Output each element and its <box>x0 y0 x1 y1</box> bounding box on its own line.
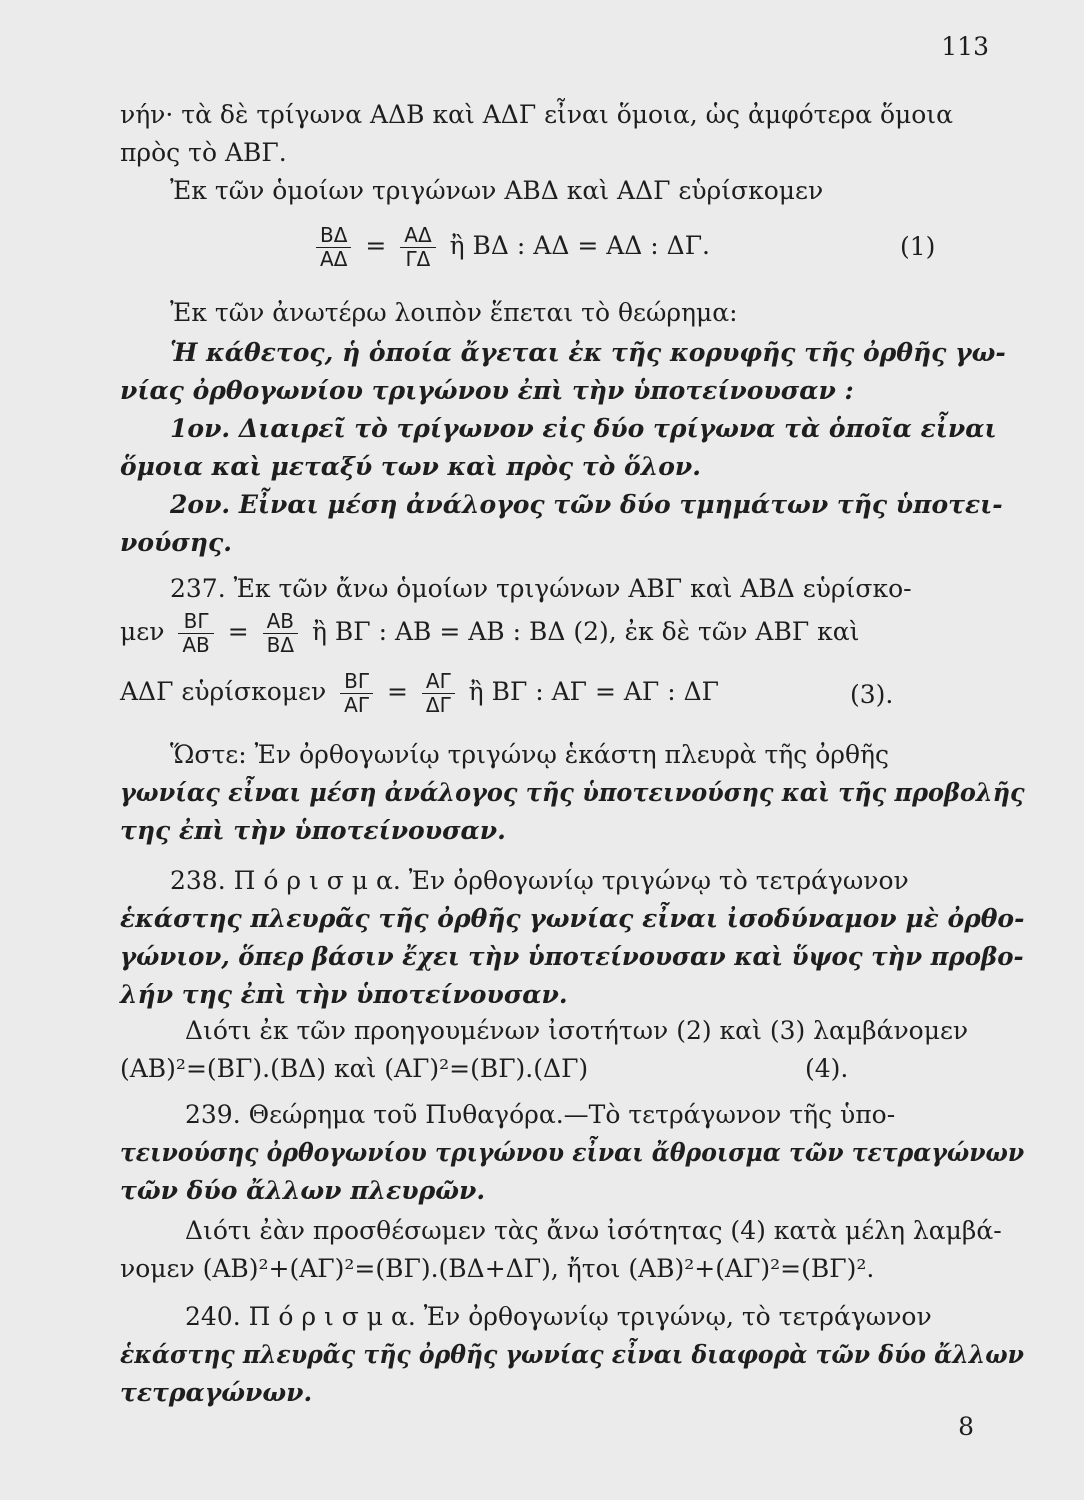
theorem-line: τετραγώνων. <box>120 1378 313 1407</box>
fraction: $\frac{B\Delta}{A\Delta}$ <box>316 224 351 271</box>
theorem-line: ὅμοια καὶ μεταξύ των καὶ πρὸς τὸ ὅλον. <box>120 452 701 481</box>
theorem-line: γωνίας εἶναι μέση ἀνάλογος τῆς ὑποτεινούσης καὶ τῆς προβολῆς <box>120 778 1025 807</box>
text-line: νήν· τὰ δὲ τρίγωνα ΑΔΒ καὶ ΑΔΓ εἶναι ὅμοια, ὡς ἀμφότερα ὅμοια <box>120 100 953 129</box>
equation-label: (1) <box>900 232 936 261</box>
equation-1: $\frac{B\Delta}{A\Delta}$ = $\frac{A\Delta}{\Gamma\Delta}$ ἢ ΒΔ : ΑΔ = ΑΔ : ΔΓ. <box>310 224 710 271</box>
text-line: Ἐκ τῶν ὁμοίων τριγώνων ΑΒΔ καὶ ΑΔΓ εὑρίσκομεν <box>170 176 824 205</box>
theorem-line: Ἡ κάθετος, ἡ ὁποία ἄγεται ἐκ τῆς κορυφῆς τῆς ὀρθῆς γω- <box>170 338 1006 367</box>
fraction: $\frac{AB}{B\Delta}$ <box>263 610 298 657</box>
text-line: Διότι ἐὰν προσθέσωμεν τὰς ἄνω ἰσότητας (4) κατὰ μέλη λαμβά- <box>185 1216 1002 1245</box>
equation-label: (3). <box>850 680 894 709</box>
page-number: 113 <box>941 32 989 61</box>
text-line: Ὥστε: Ἐν ὀρθογωνίῳ τριγώνῳ ἑκάστη πλευρὰ τῆς ὀρθῆς <box>170 740 890 769</box>
text-line: πρὸς τὸ ΑΒΓ. <box>120 138 287 167</box>
text-line: Διότι ἐκ τῶν προηγουμένων ἰσοτήτων (2) καὶ (3) λαμβάνομεν <box>185 1016 969 1045</box>
fraction: $\frac{A\Delta}{\Gamma\Delta}$ <box>400 224 435 271</box>
equation-3: ΑΔΓ εὑρίσκομεν $\frac{B\Gamma}{A\Gamma}$ = $\frac{A\Gamma}{\Delta\Gamma}$ ἢ ΒΓ : ΑΓ = ΑΓ : ΔΓ <box>120 669 719 717</box>
theorem-line: 2ον. Εἶναι μέση ἀνάλογος τῶν δύο τμημάτων τῆς ὑποτει- <box>170 490 1003 519</box>
section-239: 239. Θεώρημα τοῦ Πυθαγόρα.—Τὸ τετράγωνον τῆς ὑπο- <box>185 1100 896 1129</box>
footer-signature-number: 8 <box>958 1412 974 1441</box>
theorem-line: νίας ὀρθογωνίου τριγώνου ἐπὶ τὴν ὑποτείνουσαν : <box>120 376 854 405</box>
theorem-line: γώνιον, ὅπερ βάσιν ἔχει τὴν ὑποτείνουσαν καὶ ὕψος τὴν προβο- <box>120 942 1024 971</box>
text-line: (ΑΒ)²=(ΒΓ).(ΒΔ) καὶ (ΑΓ)²=(ΒΓ).(ΔΓ) <box>120 1054 589 1083</box>
section-238: 238. Π ό ρ ι σ μ α. Ἐν ὀρθογωνίῳ τριγώνῳ τὸ τετράγωνον <box>170 866 909 895</box>
equation-label: (4). <box>805 1054 849 1083</box>
fraction: $\frac{A\Gamma}{\Delta\Gamma}$ <box>422 670 455 717</box>
theorem-line: νούσης. <box>120 528 232 557</box>
section-237: 237. Ἐκ τῶν ἄνω ὁμοίων τριγώνων ΑΒΓ καὶ ΑΒΔ εὑρίσκο- <box>170 574 912 603</box>
theorem-line: λήν της ἐπὶ τὴν ὑποτείνουσαν. <box>120 980 568 1009</box>
theorem-line: ἑκάστης πλευρᾶς τῆς ὀρθῆς γωνίας εἶναι διαφορὰ τῶν δύο ἄλλων <box>120 1340 1025 1369</box>
fraction: $\frac{B\Gamma}{AB}$ <box>178 610 213 657</box>
theorem-line: ἑκάστης πλευρᾶς τῆς ὀρθῆς γωνίας εἶναι ἰσοδύναμον μὲ ὀρθο- <box>120 904 1025 933</box>
fraction: $\frac{B\Gamma}{A\Gamma}$ <box>340 670 373 717</box>
section-240: 240. Π ό ρ ι σ μ α. Ἐν ὀρθογωνίῳ τριγώνῳ, τὸ τετράγωνον <box>185 1302 932 1331</box>
text-line: νομεν (ΑΒ)²+(ΑΓ)²=(ΒΓ).(ΒΔ+ΔΓ), ἤτοι (ΑΒ)²+(ΑΓ)²=(ΒΓ)². <box>120 1254 875 1283</box>
text-line: Ἐκ τῶν ἀνωτέρω λοιπὸν ἕπεται τὸ θεώρημα: <box>170 298 738 327</box>
equation-2: μεν $\frac{B\Gamma}{AB}$ = $\frac{AB}{B\Delta}$ ἢ ΒΓ : ΑΒ = ΑΒ : ΒΔ (2), ἐκ δὲ τῶν ΑΒΓ καὶ <box>120 609 860 657</box>
theorem-line: τεινούσης ὀρθογωνίου τριγώνου εἶναι ἄθροισμα τῶν τετραγώνων <box>120 1138 1025 1167</box>
theorem-line: 1ον. Διαιρεῖ τὸ τρίγωνον εἰς δύο τρίγωνα τὰ ὁποῖα εἶναι <box>170 414 997 443</box>
theorem-line: τῶν δύο ἄλλων πλευρῶν. <box>120 1176 486 1205</box>
theorem-line: της ἐπὶ τὴν ὑποτείνουσαν. <box>120 816 506 845</box>
